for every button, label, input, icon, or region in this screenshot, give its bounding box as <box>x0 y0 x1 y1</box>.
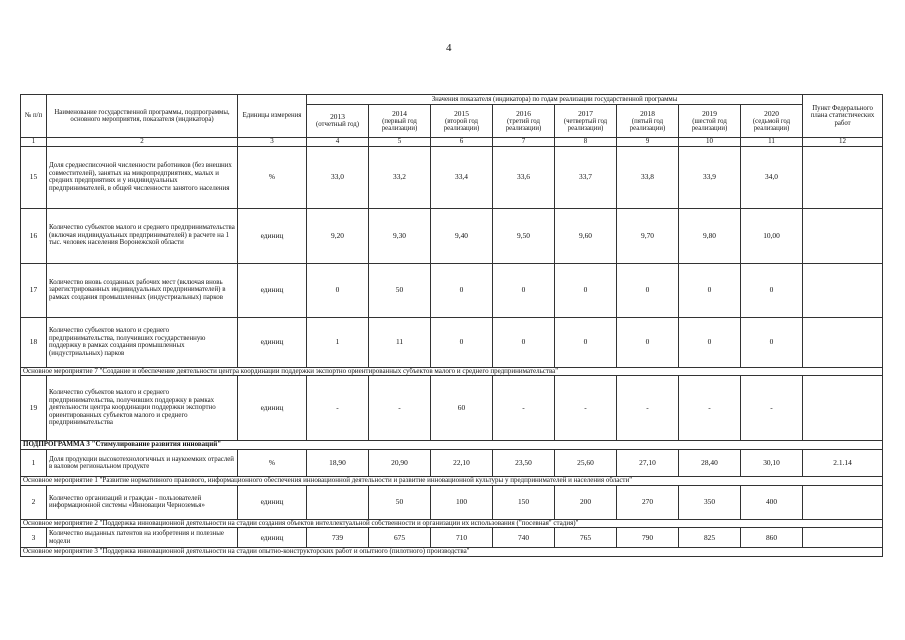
indicator-value: 0 <box>555 317 617 367</box>
indicator-value: 33,8 <box>617 146 679 208</box>
indicator-value: 23,50 <box>493 450 555 477</box>
header-years-group: Значения показателя (индикатора) по годам реализации государственной программы <box>307 95 803 105</box>
subprogram-row <box>21 441 883 450</box>
indicator-unit: % <box>238 450 307 477</box>
plan-item: 2.1.14 <box>803 450 883 477</box>
activity-title: Основное мероприятие 3 "Поддержка инновационной деятельности на стадии опытно-конструкторских работ и опытного (пилотного) производства" <box>21 548 883 557</box>
indicator-value: 0 <box>679 317 741 367</box>
indicator-value: 30,10 <box>741 450 803 477</box>
indicator-value: 765 <box>555 528 617 548</box>
indicator-name: Количество вновь созданных рабочих мест (включая вновь зарегистрированных индивидуальных предпринимателей) в рамках создания промышленных (индустриальных) парков <box>47 263 238 317</box>
activity-title: Основное мероприятие 2 "Поддержка инновационной деятельности на стадии создания объектов интеллектуальной собственности и организации их использования ("посевная" стадия)" <box>21 519 883 528</box>
table-row <box>21 485 883 519</box>
header-name: Наименование государственной программы, подпрограммы, основного мероприятия, показателя (индикатора) <box>47 95 238 138</box>
indicator-value: 0 <box>617 317 679 367</box>
indicator-value: 0 <box>741 263 803 317</box>
indicator-value: 9,30 <box>369 208 431 263</box>
indicator-name: Количество выданных патентов на изобретения и полезные модели <box>47 528 238 548</box>
header-year-2018 <box>617 105 679 138</box>
indicator-value: 33,7 <box>555 146 617 208</box>
indicator-value: 9,60 <box>555 208 617 263</box>
indicator-value: 270 <box>617 485 679 519</box>
header-year-label: 2015 <box>454 108 469 118</box>
indicator-value: 100 <box>431 485 493 519</box>
indicator-value: 0 <box>617 263 679 317</box>
row-number: 17 <box>21 263 47 317</box>
header-year-2013 <box>307 105 369 138</box>
indicator-value: 0 <box>431 263 493 317</box>
indicator-name: Количество организаций и граждан - пользователей информационной системы «Инновации Черноземья» <box>47 485 238 519</box>
indicator-value: 9,70 <box>617 208 679 263</box>
indicator-value: 825 <box>679 528 741 548</box>
indicator-value: - <box>741 376 803 441</box>
table-row <box>21 376 883 441</box>
activity-title: Основное мероприятие 7 "Создание и обеспечение деятельности центра координации поддержки экспортно ориентированных субъектов малого и среднего предпринимательства" <box>21 367 883 376</box>
indicator-value: 34,0 <box>741 146 803 208</box>
plan-item <box>803 485 883 519</box>
indicator-value: 60 <box>431 376 493 441</box>
column-number: 9 <box>617 138 679 147</box>
header-year-sub: (четвертый год реализации) <box>563 117 608 132</box>
header-year-2015 <box>431 105 493 138</box>
header-year-sub: (первый год реализации) <box>381 117 418 132</box>
indicator-name: Доля продукции высокотехнологичных и наукоемких отраслей в валовом региональном продукте <box>47 450 238 477</box>
row-number: 1 <box>21 450 47 477</box>
column-number: 12 <box>803 138 883 147</box>
plan-item <box>803 146 883 208</box>
column-number: 8 <box>555 138 617 147</box>
indicator-value: 11 <box>369 317 431 367</box>
indicator-unit: единиц <box>238 528 307 548</box>
table-row <box>21 208 883 263</box>
indicator-value: 739 <box>307 528 369 548</box>
column-number: 10 <box>679 138 741 147</box>
indicator-value: 50 <box>369 263 431 317</box>
plan-item <box>803 263 883 317</box>
indicator-value: - <box>555 376 617 441</box>
indicator-value: 9,40 <box>431 208 493 263</box>
header-year-sub: (седьмой год реализации) <box>752 117 791 132</box>
plan-item <box>803 317 883 367</box>
header-year-2016 <box>493 105 555 138</box>
header-year-label: 2014 <box>392 108 407 118</box>
activity-title: Основное мероприятие 1 "Развитие нормативного правового, информационного обеспечения инновационной деятельности и развитие инновационной культуры у предпринимателей и населения области" <box>21 477 883 486</box>
indicator-value: 28,40 <box>679 450 741 477</box>
header-year-sub: (третий год реализации) <box>505 117 542 132</box>
indicator-value: 150 <box>493 485 555 519</box>
indicator-value: - <box>493 376 555 441</box>
table-row <box>21 263 883 317</box>
plan-item <box>803 376 883 441</box>
indicator-value: 1 <box>307 317 369 367</box>
subprogram-title: ПОДПРОГРАММА 3 "Стимулирование развития инноваций" <box>21 441 883 450</box>
header-year-sub: (отчетный год) <box>315 121 360 129</box>
indicator-value: 0 <box>431 317 493 367</box>
column-number: 6 <box>431 138 493 147</box>
indicator-value: 33,0 <box>307 146 369 208</box>
row-number: 15 <box>21 146 47 208</box>
indicator-value: 710 <box>431 528 493 548</box>
indicator-value: 9,80 <box>679 208 741 263</box>
table-row <box>21 146 883 208</box>
header-year-sub: (второй год реализации) <box>443 117 480 132</box>
indicator-value: 350 <box>679 485 741 519</box>
page-number: 4 <box>446 42 452 54</box>
column-number: 11 <box>741 138 803 147</box>
indicator-value: 18,90 <box>307 450 369 477</box>
indicator-value: 50 <box>369 485 431 519</box>
indicator-value: 0 <box>493 317 555 367</box>
indicator-value: 0 <box>307 263 369 317</box>
indicator-value: 0 <box>679 263 741 317</box>
indicator-value: - <box>679 376 741 441</box>
indicator-value: 0 <box>493 263 555 317</box>
indicator-value <box>307 485 369 519</box>
column-number: 4 <box>307 138 369 147</box>
row-number: 2 <box>21 485 47 519</box>
section-row <box>21 367 883 376</box>
indicator-name: Количество субъектов малого и среднего предпринимательства, получивших государственную поддержку в рамках создания промышленных (индустриальных) парков <box>47 317 238 367</box>
indicator-value: 27,10 <box>617 450 679 477</box>
indicator-value: 9,20 <box>307 208 369 263</box>
table-row <box>21 528 883 548</box>
header-unit: Единицы измерения <box>238 95 307 138</box>
indicator-name: Доля среднесписочной численности работников (без внешних совместителей), занятых на микропредприятиях, малых и средних предприятиях и у индивидуальных предпринимателей, в общей численности занятого населения <box>47 146 238 208</box>
indicator-value: 0 <box>555 263 617 317</box>
section-row <box>21 548 883 557</box>
plan-item <box>803 208 883 263</box>
header-year-2020 <box>741 105 803 138</box>
column-number: 7 <box>493 138 555 147</box>
indicator-value: 740 <box>493 528 555 548</box>
indicator-value: 9,50 <box>493 208 555 263</box>
indicator-value: 400 <box>741 485 803 519</box>
column-number: 1 <box>21 138 47 147</box>
indicator-value: 33,9 <box>679 146 741 208</box>
plan-item <box>803 528 883 548</box>
row-number: 19 <box>21 376 47 441</box>
indicator-value: 675 <box>369 528 431 548</box>
column-number: 3 <box>238 138 307 147</box>
indicator-value: - <box>307 376 369 441</box>
header-year-label: 2020 <box>764 108 779 118</box>
indicator-value: 22,10 <box>431 450 493 477</box>
header-year-sub: (пятый год реализации) <box>629 117 666 132</box>
section-row <box>21 477 883 486</box>
header-year-2014 <box>369 105 431 138</box>
row-number: 18 <box>21 317 47 367</box>
header-year-label: 2016 <box>516 108 531 118</box>
table-row <box>21 317 883 367</box>
header-year-label: 2019 <box>702 108 717 118</box>
indicator-value: 20,90 <box>369 450 431 477</box>
header-year-label: 2018 <box>640 108 655 118</box>
indicator-value: - <box>369 376 431 441</box>
indicators-table <box>20 94 883 557</box>
row-number: 3 <box>21 528 47 548</box>
column-numbers-row <box>21 138 883 147</box>
indicator-value: 200 <box>555 485 617 519</box>
section-row <box>21 519 883 528</box>
indicator-unit: единиц <box>238 263 307 317</box>
header-year-sub: (шестой год реализации) <box>691 117 728 132</box>
header-row-top <box>21 95 883 105</box>
indicator-value: 790 <box>617 528 679 548</box>
header-num: № п/п <box>21 95 47 138</box>
indicator-value: - <box>617 376 679 441</box>
indicator-value: 33,6 <box>493 146 555 208</box>
indicator-value: 33,4 <box>431 146 493 208</box>
header-plan: Пункт Федерального плана статистических работ <box>803 95 883 138</box>
table-row <box>21 450 883 477</box>
indicator-value: 33,2 <box>369 146 431 208</box>
column-number: 5 <box>369 138 431 147</box>
indicator-value: 25,60 <box>555 450 617 477</box>
header-year-2019 <box>679 105 741 138</box>
row-number: 16 <box>21 208 47 263</box>
indicators-body <box>21 146 883 556</box>
column-number: 2 <box>47 138 238 147</box>
indicator-value: 860 <box>741 528 803 548</box>
indicator-unit: единиц <box>238 485 307 519</box>
indicator-name: Количество субъектов малого и среднего предпринимательства (включая индивидуальных предпринимателей) в расчете на 1 тыс. человек населения Воронежской области <box>47 208 238 263</box>
indicator-unit: % <box>238 146 307 208</box>
indicator-name: Количество субъектов малого и среднего предпринимательства, получивших поддержку в рамках деятельности центра координации поддержки экспортно ориентированных субъектов малого и среднего предпринимательства <box>47 376 238 441</box>
indicator-value: 0 <box>741 317 803 367</box>
indicator-unit: единиц <box>238 376 307 441</box>
indicator-unit: единиц <box>238 317 307 367</box>
header-year-label: 2017 <box>578 108 593 118</box>
indicator-unit: единиц <box>238 208 307 263</box>
indicator-value: 10,00 <box>741 208 803 263</box>
header-year-label: 2013 <box>330 112 345 122</box>
header-year-2017 <box>555 105 617 138</box>
